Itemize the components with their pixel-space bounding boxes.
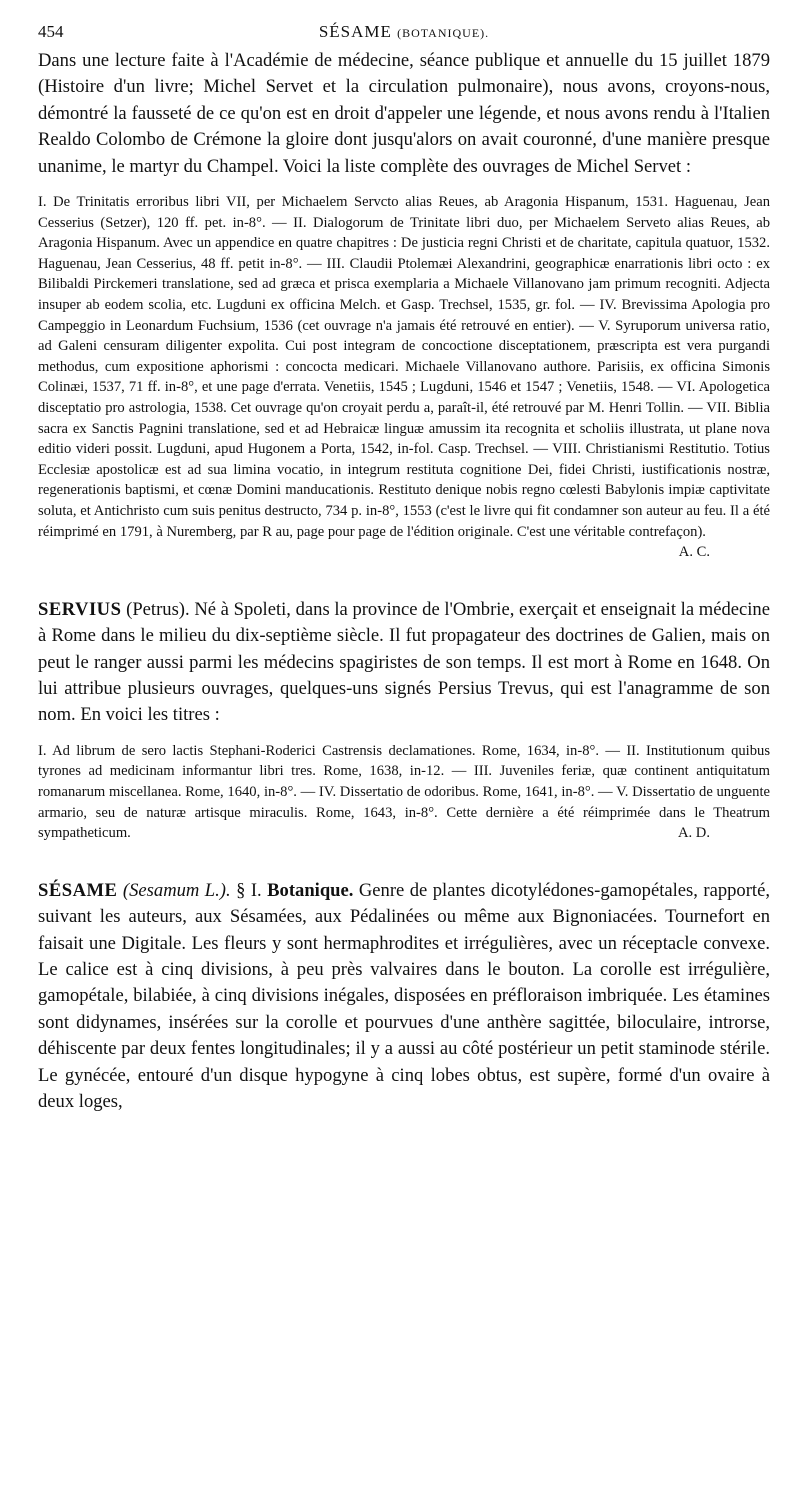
sesame-headword: SÉSAME	[38, 879, 118, 901]
servius-signature: A. D.	[677, 825, 710, 842]
sesame-latin: (Sesamum L.).	[122, 879, 231, 901]
entry-servius	[38, 597, 770, 844]
running-title-sub: (BOTANIQUE).	[397, 26, 490, 40]
servius-works-text	[38, 741, 770, 844]
servius-headword: SERVIUS	[38, 598, 122, 620]
page-number: 454	[38, 22, 64, 41]
running-title	[78, 22, 730, 42]
servet-works-list: I. De Trinitatis erroribus libri VII, per Michaelem Servcto alias Reues, ab Aragonia Hispanum, 1531. Haguenau, Jean Cesserius (Setzer), 120 ff. pet. in-8°. — II. Dialogorum de Trinitate libri duo, per Michaelem Serveto alias Reues, ab Aragonia Hispanum. Avec un appendice en quatre chapitres : De justicia regni Christi et de charitate, capitula quatuor, 1532. Haguenau, Jean Cesserius, 48 ff. petit in-8°. — III. Claudii Ptolemæi Alexandrini, geographicæ enarrationis libri octo : ex Bilibaldi Pirckemeri translatione, sed ad græca et prisca exemplaria a Michaele Villanovano jam primum recogniti. Adjecta insuper ab eodem scolia, etc. Lugduni ex officina Melch. et Gasp. Trechsel, 1535, gr. fol. — IV. Brevissima Apologia pro Campeggio in Leonardum Fuchsium, 1536 (cet ouvrage n'a jamais été retrouvé en entier). — V. Syruporum universa ratio, ad Galeni censuram diligenter expolita. Cui post integram de concoctione disceptationem, præscripta est vera purgandi methodus, cum expositione aphorismi : concocta medicari. Michaele Villanovano authore. Parisiis, ex officina Simonis Colinæi, 1537, 71 ff. in-8°, et une page d'errata. Venetiis, 1545 ; Lugduni, 1546 et 1547 ; Venetiis, 1548. — VI. Apologetica disceptatio pro astrologia, 1538. Cet ouvrage qu'on croyait perdu a, paraît-il, été retrouvé par M. Henri Tollin. — VII. Biblia sacra ex Sanctis Pagnini translatione, sed et ad Hebraicæ linguæ amussim ita recognita et scholiis illustrata, ut plane nova editio videri possit. Lugduni, apud Hugonem a Porta, 1542, in-fol. Casp. Trechsel. — VIII. Christianismi Restitutio. Totius Ecclesiæ apostolicæ est ad sua limina vocatio, in integrum restituta cognitione Dei, fidei Christi, iustificationis nostræ, regenerationis baptismi, et cœnæ Domini manducationis. Restituto denique nobis regno cœlesti Babylonis impiæ captivitate soluta, et Antichristo cum suis penitus destructo, 734 p. in-8°, 1553 (c'est le livre qui fit condamner son auteur au feu. Il a été réimprimé en 1791, à Nuremberg, par R au, page pour page de l'édition originale. C'est une véritable contrefaçon).	[38, 194, 770, 540]
servius-text: Né à Spoleti, dans la province de l'Ombrie, exerçait et enseignait la médecine à Rome dans le milieu du dix-septième siècle. Il fut propagateur des doctrines de Galien, mais on peut le ranger aussi parmi les médecins spagiristes de son temps. Il est mort à Rome en 1648. On lui attribue plusieurs ouvrages, quelques-uns signés Persius Trevus, qui est l'anagramme de son nom. En voici les titres :	[38, 598, 770, 726]
running-title-main: SÉSAME	[318, 22, 392, 41]
sesame-section-mark: § I.	[236, 879, 262, 901]
sesame-paragraph	[38, 878, 770, 1116]
servius-works	[38, 741, 770, 844]
servet-works	[38, 192, 770, 563]
servet-intro-text: Dans une lecture faite à l'Académie de médecine, séance publique et annuelle du 15 juillet 1879 (Histoire d'un livre; Michel Servet et la circulation pulmonaire), nous avons, croyons-nous, démontré la fausseté de ce qu'on est en droit d'appeler une légende, et nous avons rendu à l'Italien Realdo Colombo de Crémone la gloire dont jusqu'alors on avait couronné, d'une manière presque unanime, le martyr du Champel. Voici la liste complète des ouvrages de Michel Servet :	[38, 50, 770, 177]
running-head	[38, 22, 770, 42]
servet-signature: A. C.	[678, 544, 710, 561]
servet-works-text	[38, 192, 770, 561]
servius-works-list: I. Ad librum de sero lactis Stephani-Roderici Castrensis declamationes. Rome, 1634, in-8°. — II. Institutionum quibus tyrones ad medicinam informantur libri tres. Rome, 1638, in-12. — III. Juveniles feriæ, quæ continent antiquitatum romanarum miscellanea. Rome, 1640, in-8°. — IV. Dissertatio de odoribus. Rome, 1641, in-8°. — V. Dissertatio de unguente armario, seu de naturæ artisque miraculis. Rome, 1643, in-8°. Cette dernière a été réimprimée dans le Theatrum sympatheticum.	[38, 742, 770, 842]
servius-paragraph	[38, 597, 770, 729]
sesame-body	[38, 878, 770, 1116]
servius-name: (Petrus).	[126, 598, 190, 620]
sesame-section-title: Botanique.	[267, 879, 354, 901]
servius-body	[38, 597, 770, 729]
entry-sesame	[38, 878, 770, 1116]
servet-intro	[38, 48, 770, 180]
sesame-text: Genre de plantes dicotylédones-gamopétales, rapporté, suivant les auteurs, aux Sésamées, aux Pédalinées ou même aux Bignoniacées. Tournefort en faisait une Digitale. Les fleurs y sont hermaphrodites et irrégulières, avec un réceptacle convexe. Le calice est à cinq divisions, à peu près valvaires dans le bouton. La corolle est irrégulière, gamopétale, bilabiée, à cinq divisions inégales, disposées en préfloraison imbriquée. Les étamines sont didynames, insérées sur la corolle et pourvues d'une anthère sagittée, biloculaire, introrse, déhiscente par deux fentes longitudinales; il y a aussi au côté postérieur un petit staminode stérile. Le gynécée, entouré d'un disque hypogyne à cinq lobes obtus, est supère, formé d'un ovaire à deux loges,	[38, 879, 770, 1112]
